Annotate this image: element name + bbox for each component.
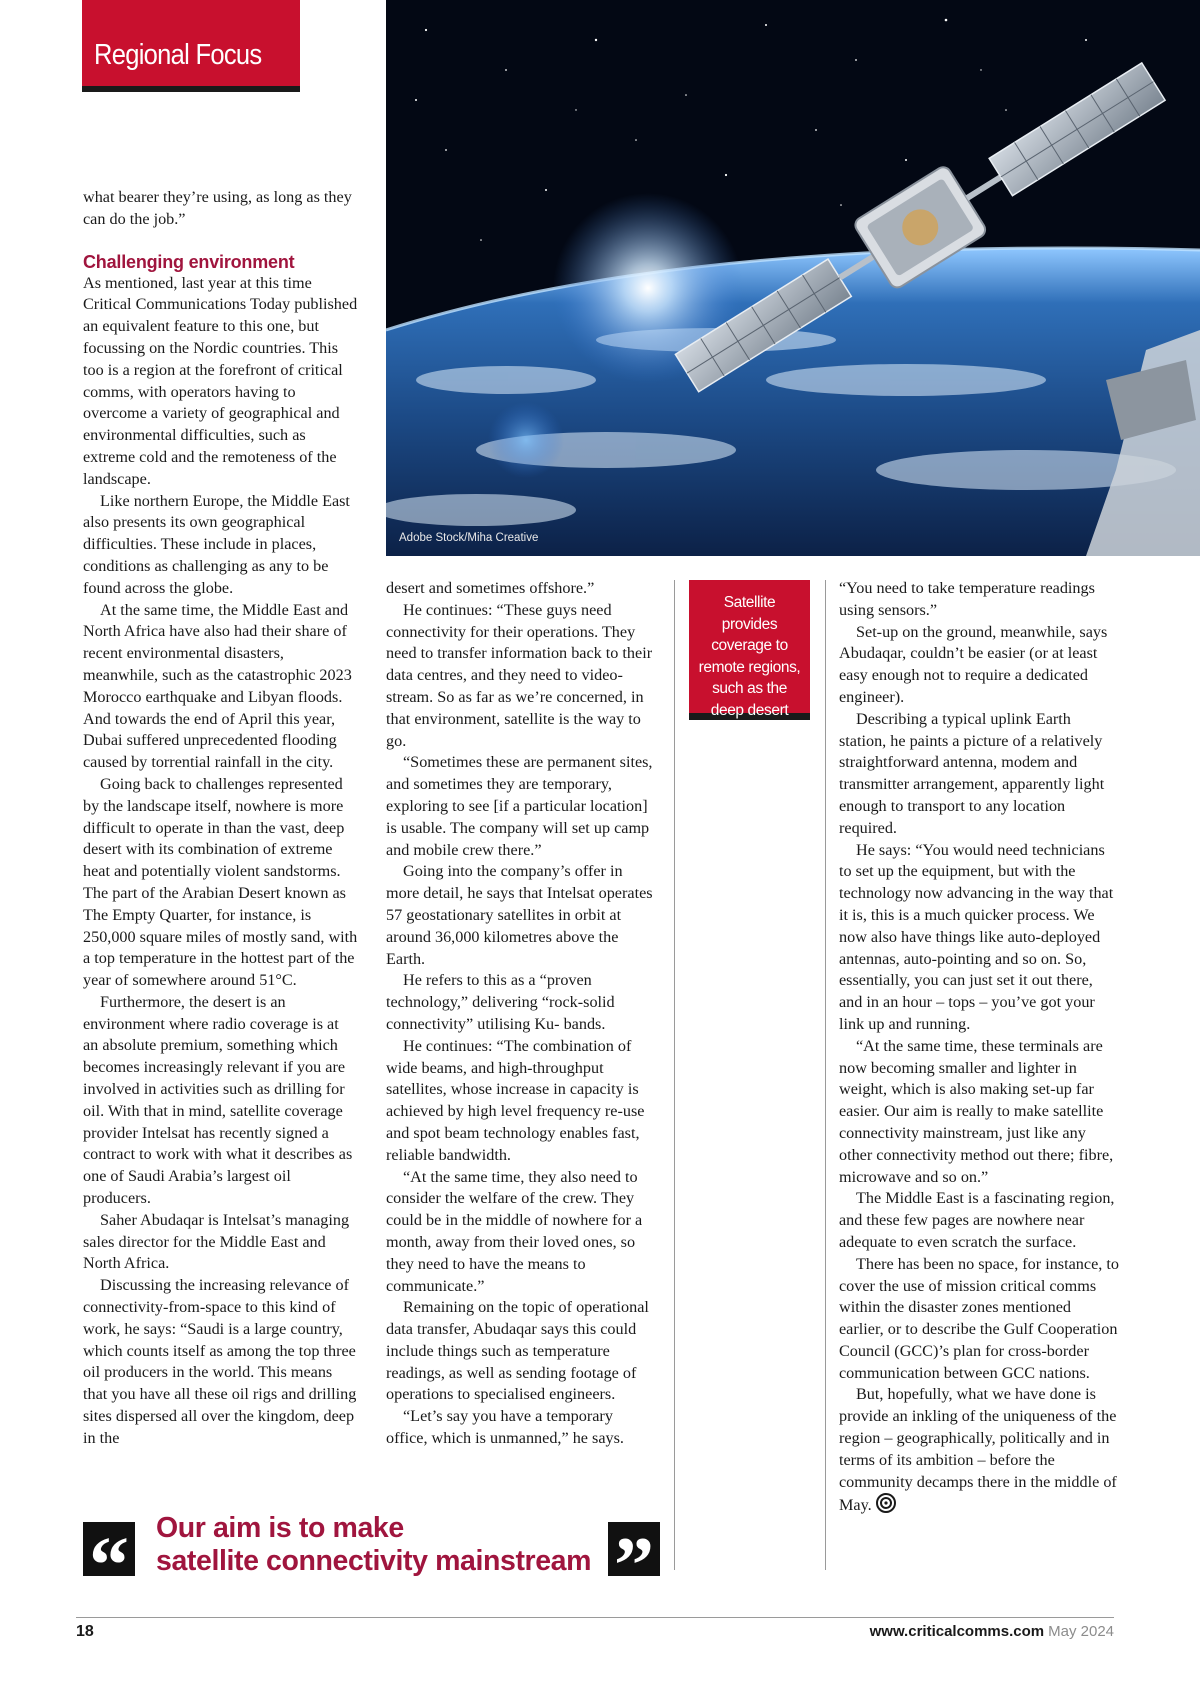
article-column-1 (83, 187, 358, 1450)
pull-quote (83, 1512, 663, 1584)
paragraph: “At the same time, these terminals are now becoming smaller and lighter in weight, which is also making set-up far easier. Our aim is really to make satellite connectivity mainstream, just like any other connectivity method out there; fibre, microwave and so on.” (839, 1036, 1114, 1186)
paragraph: Furthermore, the desert is an environment where radio coverage is at an absolute premium, something which becomes increasingly relevant if you are involved in activities such as drilling for oil. With that in mind, satellite coverage provider Intelsat has recently signed a contract to work with what it describes as one of Saudi Arabia’s largest oil producers. (83, 992, 353, 1208)
satellite-earth-illustration (386, 0, 1200, 556)
pull-quote-text (156, 1512, 606, 1578)
photo-credit: Adobe Stock/Miha Creative (399, 532, 539, 544)
paragraph: Describing a typical uplink Earth station, he paints a picture of a relatively straightforward antenna, modem and transmitter arrangement, apparently light enough to transport to any location required. (839, 709, 1105, 837)
paragraph: Discussing the increasing relevance of connectivity-from-space to this kind of work, he says: “Saudi is a large country, which counts itself as among the top three oil producers in the world. This means that you have all these oil rigs and drilling sites dispersed all over the kingdom, deep in the (83, 1276, 357, 1447)
paragraph: Remaining on the topic of operational data transfer, Abudaqar says this could include things such as temperature readings, as well as sending footage of operations to specialised engineers. (386, 1298, 649, 1404)
paragraph: what bearer they’re using, as long as they can do the job.” (83, 188, 352, 228)
image-caption-box: Satellite provides coverage to remote regions, such as the deep desert (689, 580, 810, 720)
column-divider (825, 580, 826, 1570)
hero-image (386, 0, 1200, 556)
section-title: Regional Focus (94, 39, 262, 71)
paragraph: Like northern Europe, the Middle East also presents its own geographical difficulties. These include in places, conditions as challenging as any to be found across the globe. (83, 491, 350, 597)
paragraph: Going back to challenges represented by the landscape itself, nowhere is more difficult to operate in than the vast, deep desert with its combination of extreme heat and potentially violent sandstorms. The part of the Arabian Desert known as The Empty Quarter, for instance, is 250,000 square miles of mostly sand, with a top temperature in the hottest part of the year of somewhere around 51°C. (83, 774, 358, 990)
paragraph: “Let’s say you have a temporary office, which is unmanned,” he says. (386, 1407, 624, 1448)
paragraph: He continues: “The combination of wide beams, and high-throughput satellites, whose increase in capacity is achieved by high level frequency re-use and spot beam technology enables fast, reliable bandwidth. (386, 1036, 645, 1164)
footer-divider (76, 1617, 1114, 1618)
paragraph: “You need to take temperature readings using sensors.” (839, 579, 1095, 619)
open-quote-icon: “ (83, 1522, 135, 1576)
paragraph-text: But, hopefully, what we have done is provide an inkling of the uniqueness of the region – geographically, politically and in terms of its ambition – before the community decamps there in the middle of May. (839, 1385, 1117, 1515)
issue-date: May 2024 (1048, 1623, 1114, 1640)
paragraph: “Sometimes these are permanent sites, and sometimes they are temporary, exploring to see [if a particular location] is usable. The company will set up camp and mobile crew there.” (386, 753, 653, 859)
paragraph: He continues: “These guys need connectivity for their operations. They need to transfer information back to their data centres, and they need to video-stream. So as far as we’re concerned, in that environment, satellite is the way to go. (386, 600, 653, 750)
paragraph: As mentioned, last year at this time Critical Communications Today published an equivalent feature to this one, but focussing on the Nordic countries. This too is a region at the forefront of critical comms, with operators having to overcome a variety of geographical and environmental difficulties, such as extreme cold and the remoteness of the landscape. (83, 273, 358, 488)
pull-quote-line: Our aim is to make (156, 1512, 404, 1544)
website-link[interactable]: www.criticalcomms.com (869, 1623, 1045, 1640)
section-tab (82, 0, 300, 92)
paragraph: The Middle East is a fascinating region, and these few pages are nowhere near adequate to even scratch the surface. (839, 1189, 1115, 1251)
close-quote-icon: ” (608, 1522, 660, 1576)
paragraph (839, 1384, 1119, 1517)
paragraph: Going into the company’s offer in more detail, he says that Intelsat operates 57 geostationary satellites in orbit at around 36,000 kilometres above the Earth. (386, 862, 653, 968)
article-column-2 (386, 578, 658, 1450)
paragraph: desert and sometimes offshore.” (386, 579, 595, 597)
paragraph: Set-up on the ground, meanwhile, says Abudaqar, couldn’t be easier (or at least easy enough not to require a dedicated engineer). (839, 622, 1108, 706)
paragraph: He says: “You would need technicians to set up the equipment, but with the technology now advancing in the way that it is, this is a much quicker process. We now also have things like auto-deployed antennas, auto-pointing and so on. So, essentially, you can just set it out there, and in an hour – tops – you’ve got your link up and running. (839, 840, 1114, 1033)
pull-quote-line: satellite connectivity mainstream (156, 1545, 592, 1577)
end-mark-icon (876, 1493, 896, 1513)
subheading: Challenging environment (83, 251, 295, 272)
paragraph: “At the same time, they also need to consider the welfare of the crew. They could be in the middle of nowhere for a month, away from their loved ones, so they need to have the means to communicate.” (386, 1167, 643, 1295)
footer-masthead (870, 1623, 1114, 1640)
paragraph: Saher Abudaqar is Intelsat’s managing sales director for the Middle East and North Africa. (83, 1210, 350, 1273)
paragraph: There has been no space, for instance, to cover the use of mission critical comms within the disaster zones mentioned earlier, or to describe the Gulf Cooperation Council (GCC)’s plan for cross-border communication between GCC nations. (839, 1254, 1119, 1382)
paragraph: At the same time, the Middle East and North Africa have also had their share of recent environmental disasters, meanwhile, such as the catastrophic 2023 Morocco earthquake and Libyan floods. And towards the end of April this year, Dubai suffered unprecedented flooding caused by torrential rainfall in the city. (83, 600, 352, 772)
column-divider (674, 580, 675, 1570)
page-number: 18 (76, 1623, 94, 1640)
article-column-3 (839, 578, 1119, 1517)
paragraph: He refers to this as a “proven technology,” delivering “rock-solid connectivity” utilising Ku- bands. (386, 971, 615, 1033)
